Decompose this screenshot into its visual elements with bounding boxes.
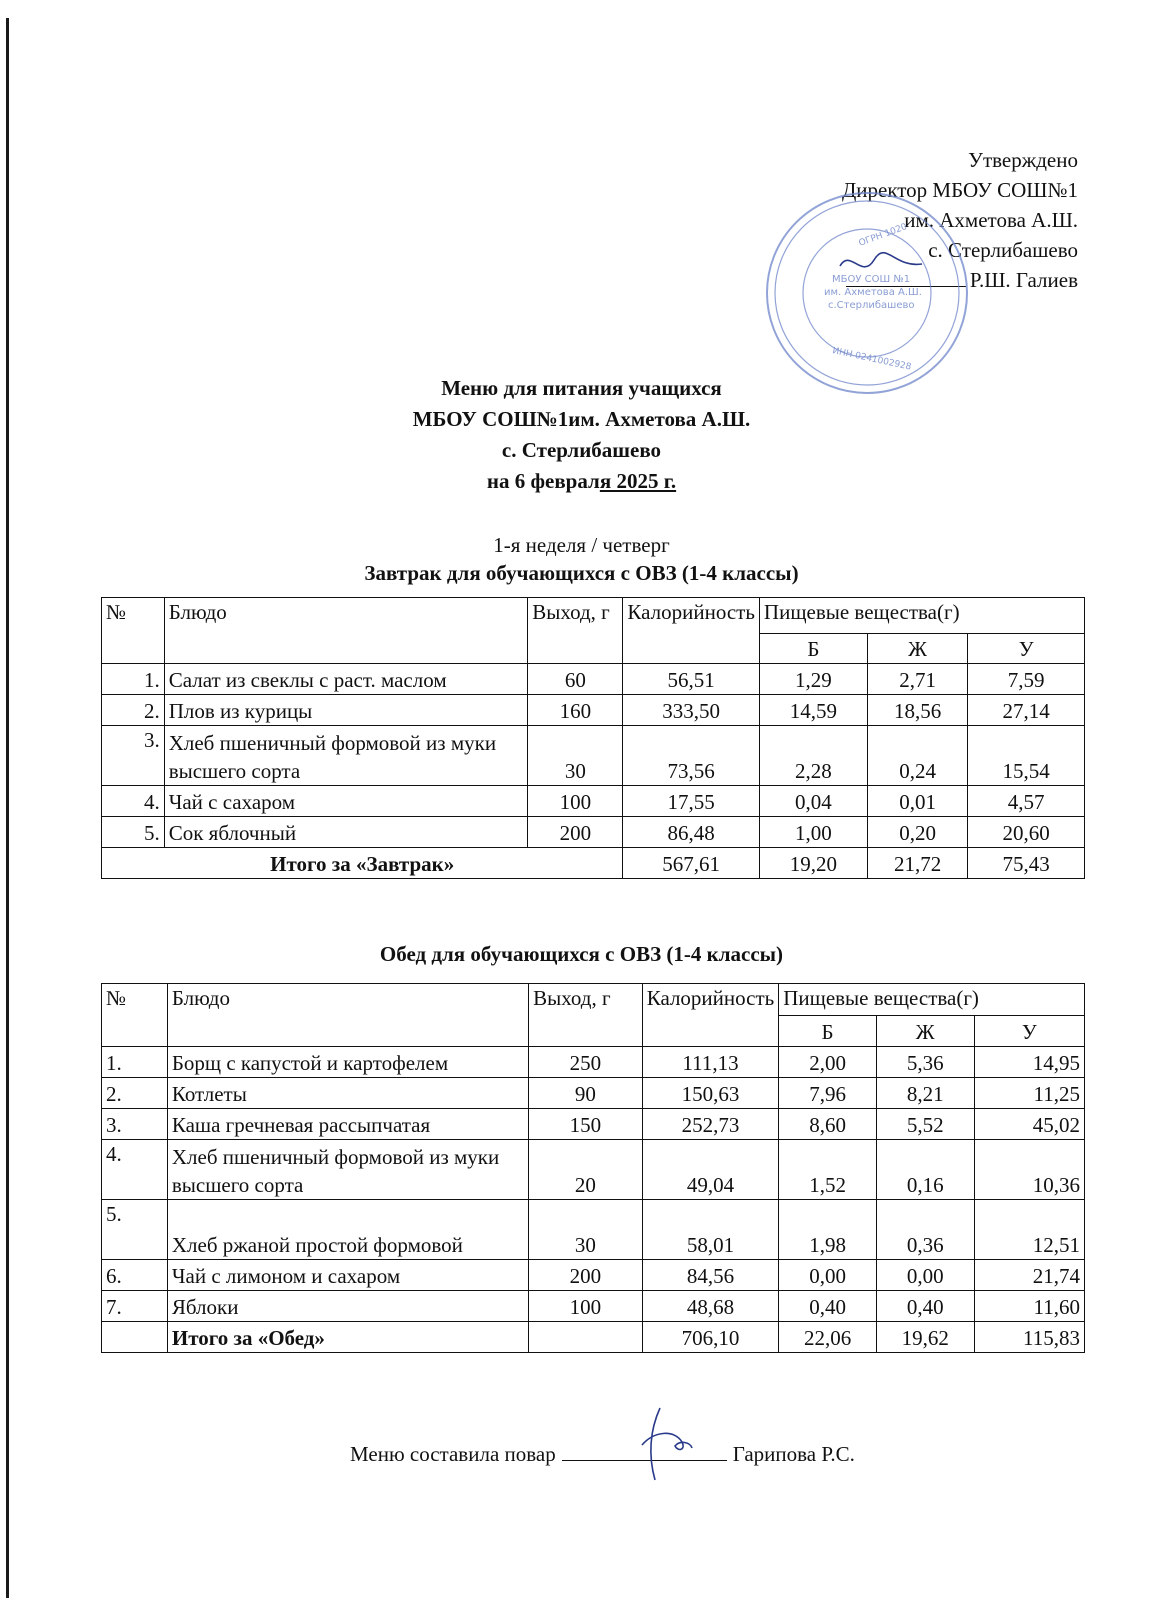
col-num-header: №: [102, 984, 168, 1047]
date-part: на 6 феврал: [486, 469, 600, 493]
total-label: Итого за «Завтрак»: [102, 848, 623, 879]
row-carb: 7,59: [968, 664, 1085, 695]
table-row: [102, 695, 1085, 726]
row-dish: Каша гречневая рассыпчатая: [167, 1109, 528, 1140]
col-output-header: Выход, г: [529, 984, 643, 1047]
row-num: 4.: [102, 1140, 168, 1200]
breakfast-title: Завтрак для обучающихся с ОВЗ (1-4 классы): [364, 561, 799, 585]
col-dish-header: Блюдо: [164, 598, 528, 664]
row-kcal: 252,73: [642, 1109, 779, 1140]
row-num: 2.: [102, 695, 165, 726]
row-fat: 8,21: [876, 1078, 974, 1109]
row-output: 160: [528, 695, 623, 726]
row-num: 1.: [102, 664, 165, 695]
row-kcal: 86,48: [623, 817, 760, 848]
date-part-underlined: я 2025 г.: [599, 469, 677, 493]
total-row: [102, 1322, 1085, 1353]
footer-prefix: Меню составила повар: [350, 1442, 556, 1466]
approval-line: Директор МБОУ СОШ№1: [841, 178, 1078, 202]
row-dish: Хлеб пшеничный формовой из муки высшего сорта: [167, 1140, 528, 1200]
row-protein: 1,29: [759, 664, 867, 695]
col-carb-header: У: [968, 634, 1085, 664]
col-fat-header: Ж: [876, 1016, 974, 1047]
row-fat: 0,24: [867, 726, 967, 786]
row-protein: 7,96: [779, 1078, 877, 1109]
total-carb: 115,83: [974, 1322, 1085, 1353]
col-num-header: №: [102, 598, 165, 664]
row-carb: 21,74: [974, 1260, 1085, 1291]
total-row: [102, 848, 1085, 879]
row-dish: Яблоки: [167, 1291, 528, 1322]
stamp-inn: ИНН 0241002928: [831, 346, 913, 373]
cook-signature: [620, 1400, 710, 1490]
row-carb: 45,02: [974, 1109, 1085, 1140]
week-day: 1-я неделя / четверг: [493, 533, 670, 557]
document-title: [0, 373, 1163, 497]
row-dish: Хлеб ржаной простой формовой: [167, 1200, 528, 1260]
title-line: МБОУ СОШ№1им. Ахметова А.Ш.: [412, 407, 751, 431]
stamp-line: им. Ахметова А.Ш.: [824, 287, 922, 298]
row-output: 100: [529, 1291, 643, 1322]
row-carb: 20,60: [968, 817, 1085, 848]
row-dish: Котлеты: [167, 1078, 528, 1109]
row-output: 60: [528, 664, 623, 695]
total-carb: 75,43: [968, 848, 1085, 879]
row-fat: 0,40: [876, 1291, 974, 1322]
title-line: Меню для питания учащихся: [441, 376, 722, 400]
col-protein-header: Б: [779, 1016, 877, 1047]
total-num-empty: [102, 1322, 168, 1353]
row-output: 200: [528, 817, 623, 848]
row-fat: 18,56: [867, 695, 967, 726]
row-kcal: 111,13: [642, 1047, 779, 1078]
row-dish: Чай с лимоном и сахаром: [167, 1260, 528, 1291]
row-output: 150: [529, 1109, 643, 1140]
row-kcal: 49,04: [642, 1140, 779, 1200]
row-kcal: 17,55: [623, 786, 760, 817]
row-kcal: 58,01: [642, 1200, 779, 1260]
row-num: 6.: [102, 1260, 168, 1291]
col-dish-header: Блюдо: [167, 984, 528, 1047]
row-output: 90: [529, 1078, 643, 1109]
row-kcal: 150,63: [642, 1078, 779, 1109]
col-nutrients-header: Пищевые вещества(г): [759, 598, 1084, 634]
title-line: с. Стерлибашево: [501, 438, 662, 462]
row-num: 3.: [102, 726, 165, 786]
total-protein: 22,06: [779, 1322, 877, 1353]
total-kcal: 706,10: [642, 1322, 779, 1353]
table-row: [102, 1047, 1085, 1078]
row-protein: 0,04: [759, 786, 867, 817]
row-carb: 27,14: [968, 695, 1085, 726]
row-output: 250: [529, 1047, 643, 1078]
table-row: [102, 1140, 1085, 1200]
row-protein: 14,59: [759, 695, 867, 726]
approval-line: с. Стерлибашево: [928, 238, 1078, 262]
row-output: 30: [528, 726, 623, 786]
row-carb: 10,36: [974, 1140, 1085, 1200]
row-protein: 0,00: [779, 1260, 877, 1291]
row-protein: 1,98: [779, 1200, 877, 1260]
row-fat: 2,71: [867, 664, 967, 695]
title-date: [0, 466, 1163, 497]
row-output: 30: [529, 1200, 643, 1260]
scan-edge: [6, 18, 9, 1598]
row-dish: Хлеб пшеничный формовой из муки высшего сорта: [164, 726, 528, 786]
row-output: 200: [529, 1260, 643, 1291]
row-carb: 11,60: [974, 1291, 1085, 1322]
row-output: 20: [529, 1140, 643, 1200]
stamp-line: с.Стерлибашево: [828, 300, 915, 311]
row-fat: 0,36: [876, 1200, 974, 1260]
row-carb: 15,54: [968, 726, 1085, 786]
row-kcal: 84,56: [642, 1260, 779, 1291]
table-row: [102, 817, 1085, 848]
table-row: [102, 1109, 1085, 1140]
row-num: 1.: [102, 1047, 168, 1078]
row-dish: Салат из свеклы с раст. маслом: [164, 664, 528, 695]
approval-line: им. Ахметова А.Ш.: [904, 208, 1078, 232]
total-fat: 19,62: [876, 1322, 974, 1353]
table-row: [102, 1291, 1085, 1322]
table-row: [102, 664, 1085, 695]
director-name: Р.Ш. Галиев: [969, 268, 1078, 292]
col-kcal-header: Калорийность: [642, 984, 779, 1047]
row-protein: 8,60: [779, 1109, 877, 1140]
row-protein: 1,52: [779, 1140, 877, 1200]
row-dish: Плов из курицы: [164, 695, 528, 726]
row-fat: 0,20: [867, 817, 967, 848]
row-num: 3.: [102, 1109, 168, 1140]
col-protein-header: Б: [759, 634, 867, 664]
col-output-header: Выход, г: [528, 598, 623, 664]
row-protein: 2,28: [759, 726, 867, 786]
breakfast-table: [101, 597, 1085, 879]
official-stamp: [762, 188, 972, 398]
row-carb: 14,95: [974, 1047, 1085, 1078]
row-protein: 0,40: [779, 1291, 877, 1322]
approval-line: Утверждено: [968, 148, 1078, 172]
lunch-table: [101, 983, 1085, 1353]
col-nutrients-header: Пищевые вещества(г): [779, 984, 1085, 1016]
table-row: [102, 1260, 1085, 1291]
total-fat: 21,72: [867, 848, 967, 879]
col-carb-header: У: [974, 1016, 1085, 1047]
row-fat: 5,52: [876, 1109, 974, 1140]
table-row: [102, 1078, 1085, 1109]
row-dish: Чай с сахаром: [164, 786, 528, 817]
stamp-line: МБОУ СОШ №1: [832, 274, 911, 285]
total-kcal: 567,61: [623, 848, 760, 879]
row-num: 4.: [102, 786, 165, 817]
row-dish: Борщ с капустой и картофелем: [167, 1047, 528, 1078]
col-kcal-header: Калорийность: [623, 598, 760, 664]
total-output-empty: [529, 1322, 643, 1353]
row-num: 7.: [102, 1291, 168, 1322]
row-protein: 2,00: [779, 1047, 877, 1078]
cook-name: Гарипова Р.С.: [732, 1442, 855, 1466]
row-num: 2.: [102, 1078, 168, 1109]
row-carb: 12,51: [974, 1200, 1085, 1260]
row-dish: Сок яблочный: [164, 817, 528, 848]
row-output: 100: [528, 786, 623, 817]
row-fat: 5,36: [876, 1047, 974, 1078]
row-fat: 0,00: [876, 1260, 974, 1291]
total-protein: 19,20: [759, 848, 867, 879]
row-kcal: 333,50: [623, 695, 760, 726]
row-carb: 11,25: [974, 1078, 1085, 1109]
total-label: Итого за «Обед»: [167, 1322, 528, 1353]
row-fat: 0,16: [876, 1140, 974, 1200]
row-carb: 4,57: [968, 786, 1085, 817]
footer-signature: [350, 1442, 855, 1467]
table-row: [102, 1200, 1085, 1260]
row-num: 5.: [102, 817, 165, 848]
table-row: [102, 786, 1085, 817]
table-row: [102, 726, 1085, 786]
lunch-title: Обед для обучающихся с ОВЗ (1-4 классы): [379, 942, 784, 966]
director-signature: [840, 253, 922, 267]
row-kcal: 73,56: [623, 726, 760, 786]
row-kcal: 56,51: [623, 664, 760, 695]
row-protein: 1,00: [759, 817, 867, 848]
row-kcal: 48,68: [642, 1291, 779, 1322]
col-fat-header: Ж: [867, 634, 967, 664]
stamp-ogrn: ОГРН 1020: [857, 222, 909, 249]
row-fat: 0,01: [867, 786, 967, 817]
row-num: 5.: [102, 1200, 168, 1260]
